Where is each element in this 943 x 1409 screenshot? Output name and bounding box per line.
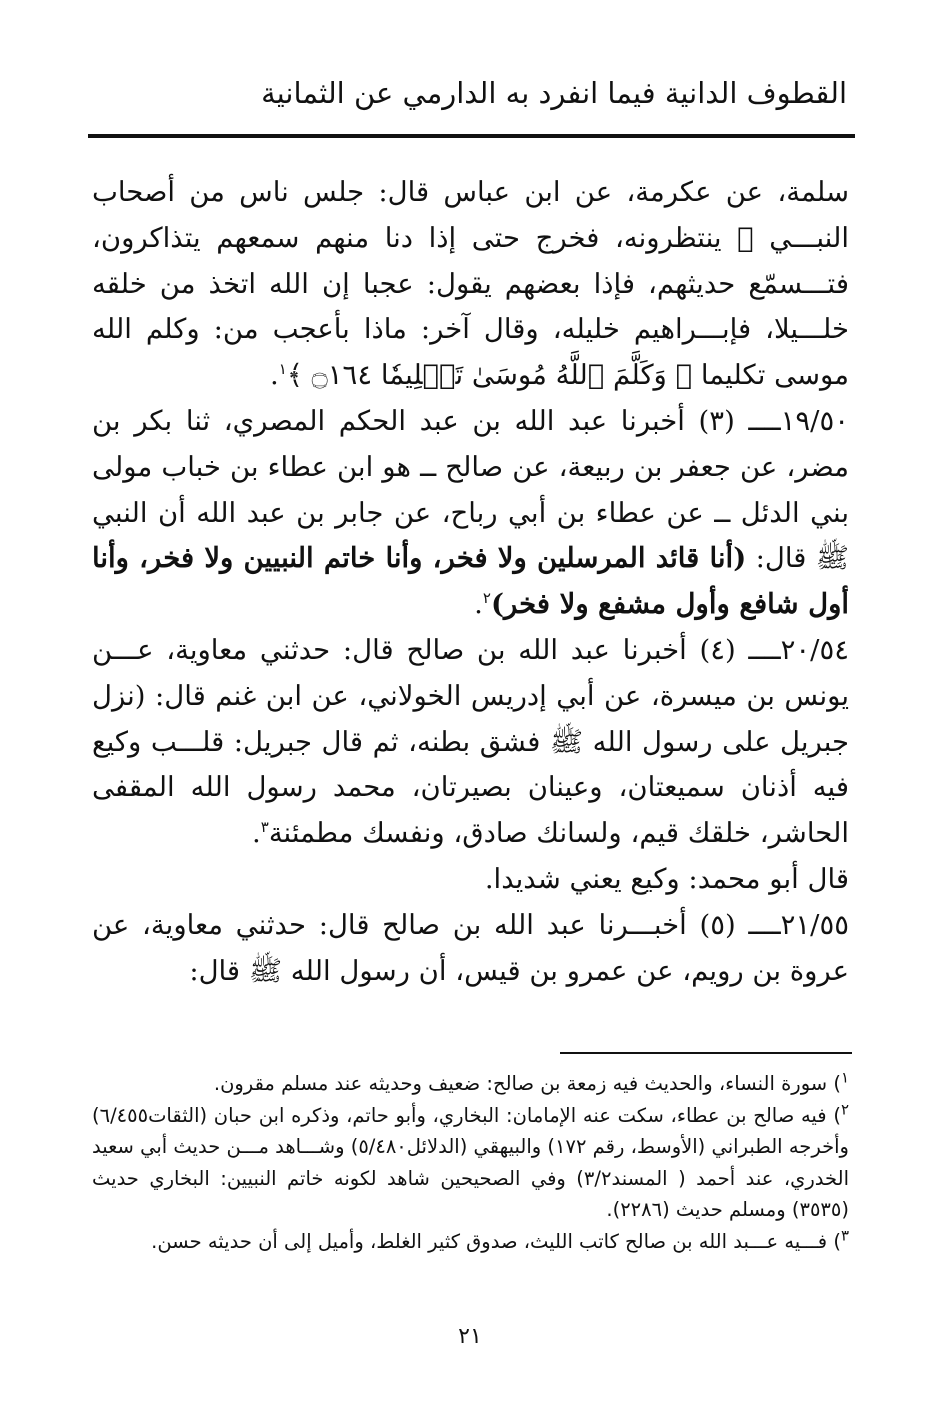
footnote-ref: ١ — [278, 360, 287, 379]
paragraph — [92, 903, 849, 995]
paragraph — [92, 170, 849, 399]
footnote-text: فيه صالح بن عطاء، سكت عنه الإمامان: البخاري، وأبو حاتم، وذكره ابن حبان (الثقات٦/٤٥٥) وأخرجه الطبراني (الأوسط، رقم ١٧٢) والبيهقي (الدلائل٥/٤٨٠) وشـــاهد مـــن حديث أبي سعيد الخدري، عند أحمد ( المسند٣/٢) وفي الصحيحين شاهد لكونه خاتم النبيين: البخاري حديث (٣٥٣٥) ومسلم حديث (٢٢٨٦). — [92, 1103, 849, 1221]
running-head: القطوف الدانية فيما انفرد به الدارمي عن الثمانية — [261, 76, 847, 110]
paragraph — [92, 399, 849, 628]
page-number: ٢١ — [458, 1324, 482, 1349]
footnote-mark: ٢ — [840, 1100, 849, 1118]
paragraph-text: ١٩/٥٠ــــ (٣) أخبرنا عبد الله بن عبد الحكم المصري، ثنا بكر بن مضر، عن جعفر بن ربيعة، عن صالح ــ هو ابن عطاء بن خباب مولى بني الدئل ــ عن عطاء بن أبي رباح، عن جابر بن عبد الله أن النبي ﷺ قال: — [92, 404, 850, 575]
paragraph — [92, 857, 849, 903]
paragraph-end: . — [252, 817, 261, 850]
footnote: $^١$) سورة النساء، والحديث فيه زمعة بن صالح: ضعيف وحديثه عند مسلم مقرون. — [213, 1068, 849, 1095]
footnotes — [92, 1068, 849, 1257]
paragraph-end: . — [474, 588, 483, 621]
hadith-text: (أنا قائد المرسلين ولا فخر، وأنا خاتم النبيين ولا فخر، وأنا أول شافع وأول مشفع ولا فخر) — [92, 542, 849, 621]
header-rule — [88, 134, 855, 138]
main-text — [92, 170, 849, 994]
footnote-ref: ٢ — [482, 589, 491, 608]
footnote-text: سورة النساء، والحديث فيه زمعة بن صالح: ضعيف وحديثه عند مسلم مقرون. — [213, 1072, 828, 1095]
footnote-mark: ٣ — [840, 1226, 849, 1244]
paragraph-end: . — [270, 359, 279, 392]
footnote-rule — [560, 1052, 852, 1054]
paragraph-text: قال أبو محمد: وكيع يعني شديدا. — [484, 862, 849, 895]
footnote-mark: ١ — [840, 1068, 849, 1087]
footnote-ref: ٣ — [260, 818, 269, 836]
paragraph-text: سلمة، عن عكرمة، عن ابن عباس قال: جلس ناس من أصحاب النبـــي ﷺ ينتظرونه، فخرج حتى إذا دنا منهم سمعهم يتذاكرون، فتـــسمّع حديثهم، فإذا بعضهم يقول: عجبا إن الله اتخذ من خلقه خلـــيلا، فإبـــراهيم خليله، وقال آخر: ماذا بأعجب من: وكلم الله موسى تكليما — [92, 176, 849, 392]
footnote-text: فـــيه عـــبد الله بن صالح كاتب الليث، صدوق كثير الغلط، وأميل إلى أن حديثه حسن. — [151, 1229, 828, 1253]
paragraph-text: ٢١/٥٥ــــ (٥) أخبـــرنا عبد الله بن صالح قال: حدثني معاوية، عن عروة بن رويم، عن عمرو بن قيس، أن رسول الله ﷺ قال: — [92, 908, 849, 987]
paragraph — [92, 628, 849, 857]
quran-quote: ﴿ وَكَلَّمَ ٱللَّهُ مُوسَىٰ تَكۡلِيمٗا ۝١٦٤ ﴾ — [286, 359, 693, 392]
footnote: $^٣$) فـــيه عـــبد الله بن صالح كاتب الليث، صدوق كثير الغلط، وأميل إلى أن حديثه حسن. — [151, 1226, 849, 1253]
paragraph-text: ٢٠/٥٤ــــ (٤) أخبرنا عبد الله بن صالح قال: حدثني معاوية، عـــن يونس بن ميسرة، عن أبي إدريس الخولاني، عن ابن غنم قال: (نزل جبريل على رسول الله ﷺ فشق بطنه، ثم قال جبريل: قلـــب وكيع فيه أذنان سميعتان، وعينان بصيرتان، محمد رسول الله المقفى الحاشر، خلقك قيم، ولسانك صادق، ونفسك مطمئنة — [92, 633, 849, 850]
footnote: $^٢$) فيه صالح بن عطاء، سكت عنه الإمامان: البخاري، وأبو حاتم، وذكره ابن حبان (الثقات٦/٤٥٥) وأخرجه الطبراني (الأوسط، رقم ١٧٢) والبيهقي (الدلائل٥/٤٨٠) وشـــاهد مـــن حديث أبي سعيد الخدري، عند أحمد ( المسند٣/٢) وفي الصحيحين شاهد لكونه خاتم النبيين: البخاري حديث (٣٥٣٥) ومسلم حديث (٢٢٨٦). — [92, 1100, 849, 1221]
